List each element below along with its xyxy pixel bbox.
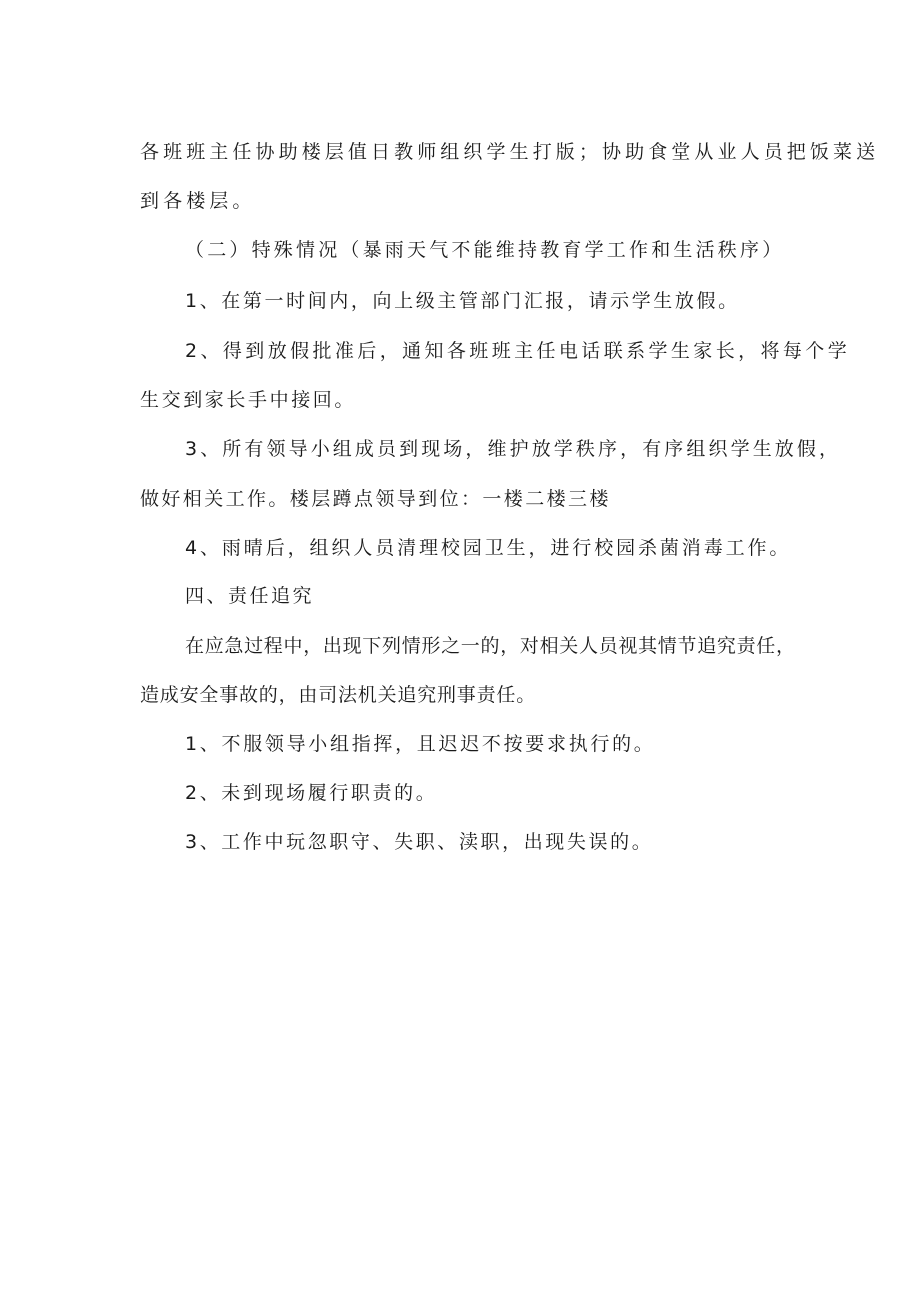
paragraph-text-line: 各班班主任协助楼层值日教师组织学生打版；协助食堂从业人员把饭菜送 <box>140 141 880 163</box>
section-heading: （二）特殊情况（暴雨天气不能维持教育学工作和生活秩序） <box>185 239 785 261</box>
paragraph-text-line: 在应急过程中，出现下列情形之一的，对相关人员视其情节追究责任， <box>185 635 796 657</box>
list-item: 2、得到放假批准后，通知各班班主任电话联系学生家长，将每个学 <box>185 340 851 362</box>
list-item: 1、不服领导小组指挥，且迟迟不按要求执行的。 <box>185 733 656 755</box>
list-item: 2、未到现场履行职责的。 <box>185 782 438 804</box>
list-item-continuation: 做好相关工作。楼层蹲点领导到位：一楼二楼三楼 <box>140 488 611 510</box>
section-heading: 四、责任追究 <box>185 585 315 607</box>
list-item: 3、所有领导小组成员到现场，维护放学秩序，有序组织学生放假， <box>185 438 842 460</box>
list-item: 4、雨晴后，组织人员清理校园卫生，进行校园杀菌消毒工作。 <box>185 537 792 559</box>
list-item: 3、工作中玩忽职守、失职、渎职，出现失误的。 <box>185 831 654 853</box>
list-item-continuation: 生交到家长手中接回。 <box>140 389 357 411</box>
paragraph-text-line: 造成安全事故的，由司法机关追究刑事责任。 <box>140 684 537 706</box>
paragraph-text-line: 到各楼层。 <box>140 190 256 212</box>
list-item: 1、在第一时间内，向上级主管部门汇报，请示学生放假。 <box>185 290 740 312</box>
